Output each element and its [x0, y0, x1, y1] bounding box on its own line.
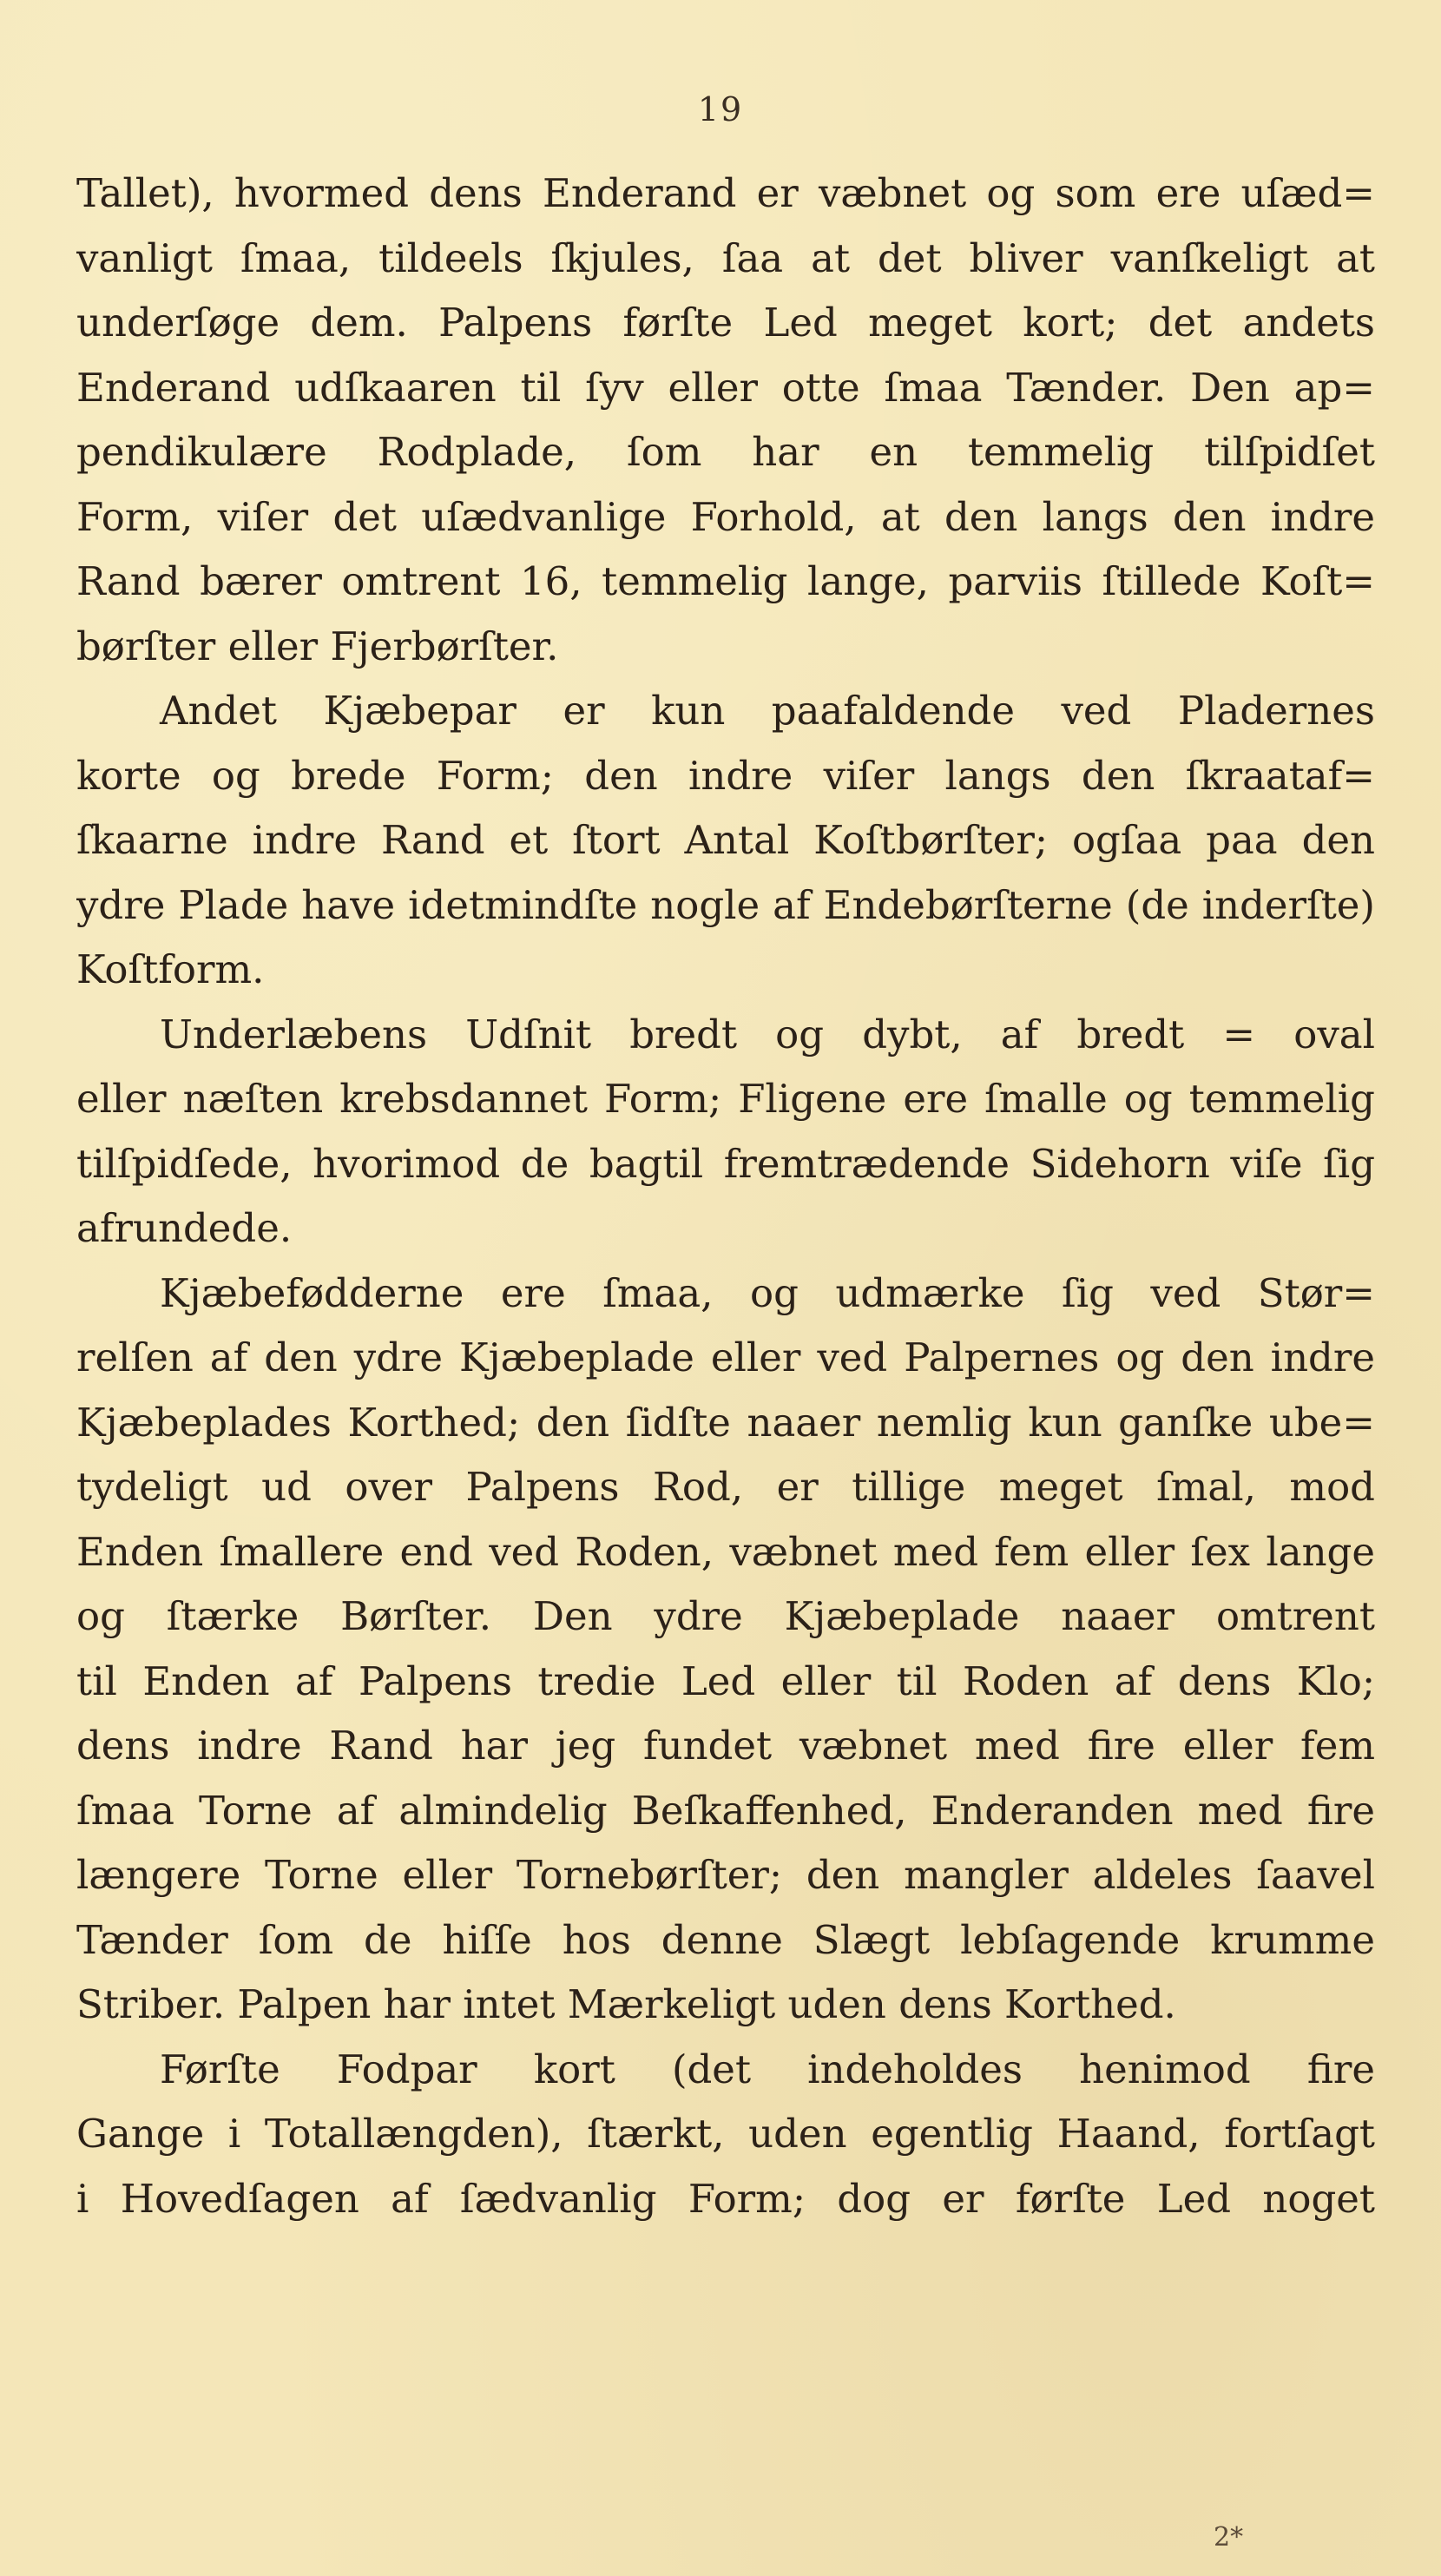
- text-line: Form, viſer det uſædvanlige Forhold, at den langs den indre: [76, 493, 1375, 540]
- signature-mark: 2*: [1214, 2522, 1244, 2553]
- text-line: dens indre Rand har jeg fundet væbnet med fire eller fem: [76, 1723, 1375, 1769]
- text-line: relſen af den ydre Kjæbeplade eller ved Palpernes og den indre: [76, 1334, 1375, 1380]
- text-line: underſøge dem. Palpens førſte Led meget kort; det andets: [76, 300, 1375, 346]
- text-line: tydeligt ud over Palpens Rod, er tillige meget ſmal, mod: [76, 1464, 1375, 1510]
- text-line: afrundede.: [76, 1205, 293, 1251]
- text-line: i Hovedſagen af ſædvanlig Form; dog er førſte Led noget: [76, 2175, 1375, 2222]
- text-line: ſmaa Torne af almindelig Beſkaffenhed, Enderanden med fire: [76, 1787, 1375, 1834]
- text-line: Kjæbeplades Korthed; den ſidſte naaer nemlig kun ganſke ube=: [76, 1399, 1375, 1446]
- text-line: Enden ſmallere end ved Roden, væbnet med fem eller ſex lange: [76, 1528, 1375, 1575]
- text-line: vanligt ſmaa, tildeels ſkjules, ſaa at det bliver vanſkeligt at: [76, 234, 1375, 281]
- text-line: og ſtærke Børſter. Den ydre Kjæbeplade naaer omtrent: [76, 1593, 1375, 1639]
- page-number: 19: [697, 90, 744, 128]
- text-line: Rand bærer omtrent 16, temmelig lange, parviis ſtillede Koſt=: [76, 558, 1375, 604]
- text-line: Enderand udſkaaren til ſyv eller otte ſmaa Tænder. Den ap=: [76, 364, 1375, 411]
- text-line: ſkaarne indre Rand et ſtort Antal Koſtbørſter; ogſaa paa den: [76, 817, 1375, 863]
- text-line: Koſtform.: [76, 946, 265, 992]
- text-line: til Enden af Palpens tredie Led eller til Roden af dens Klo;: [76, 1657, 1375, 1704]
- text-line: korte og brede Form; den indre viſer langs den ſkraataf=: [76, 752, 1375, 799]
- text-line: Striber. Palpen har intet Mærkeligt uden dens Korthed.: [76, 1981, 1176, 2027]
- text-line: Tallet), hvormed dens Enderand er væbnet og som ere uſæd=: [76, 170, 1375, 216]
- text-line: eller næſten krebsdannet Form; Fligene ere ſmalle og temmelig: [76, 1076, 1375, 1122]
- paragraph-start-line: Kjæbefødderne ere ſmaa, og udmærke ſig ved Stør=: [160, 1269, 1375, 1316]
- text-line: Tænder ſom de hiſſe hos denne Slægt lebſagende krumme: [76, 1916, 1375, 1963]
- text-line: tilſpidſede, hvorimod de bagtil fremtrædende Sidehorn viſe ſig: [76, 1140, 1375, 1187]
- paragraph-start-line: Førſte Fodpar kort (det indeholdes henimod fire: [160, 2046, 1375, 2092]
- text-line: længere Torne eller Tornebørſter; den mangler aldeles ſaavel: [76, 1852, 1375, 1898]
- text-body: [76, 161, 1375, 2231]
- text-line: pendikulære Rodplade, ſom har en temmelig tilſpidſet: [76, 429, 1375, 475]
- text-line: ydre Plade have idetmindſte nogle af Endebørſterne (de inderſte): [76, 881, 1375, 928]
- paragraph-start-line: Andet Kjæbepar er kun paafaldende ved Pladernes: [160, 688, 1375, 734]
- text-line: børſter eller Fjerbørſter.: [76, 623, 559, 669]
- paragraph-start-line: Underlæbens Udſnit bredt og dybt, af bredt = oval: [160, 1011, 1375, 1057]
- text-line: Gange i Totallængden), ſtærkt, uden egentlig Haand, fortſagt: [76, 2111, 1375, 2157]
